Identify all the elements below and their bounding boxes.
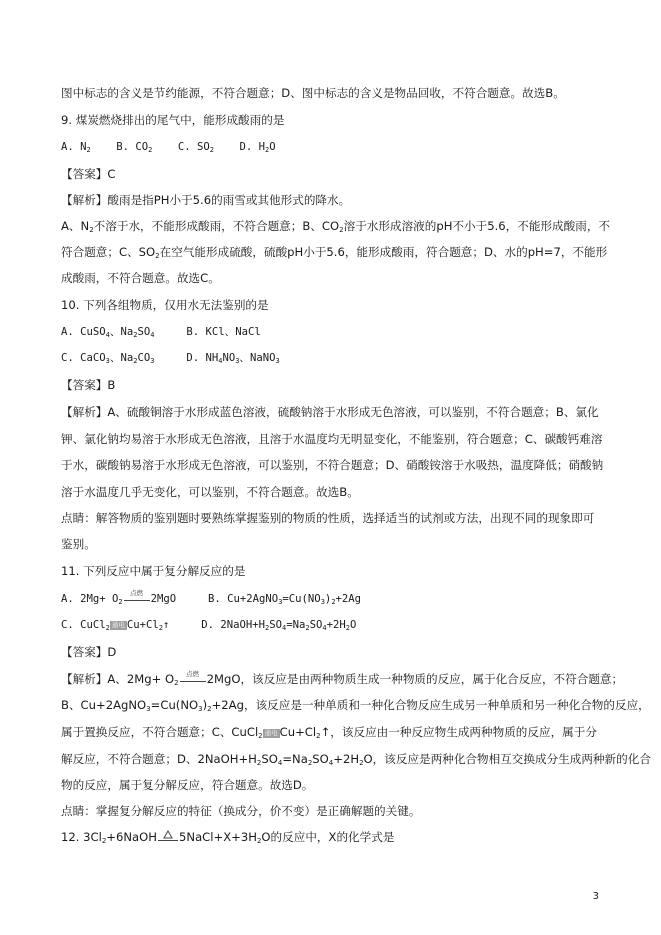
explanation-10-line2: 钾、氯化钠均易溶于水形成无色溶液，且溶于水温度均无明显变化，不能鉴别，符合题意；C、碳酸钙难溶 <box>61 432 603 446</box>
question-9: 9. 煤炭燃烧排出的尾气中，能形成酸雨的是 <box>61 113 285 127</box>
answer-10: 【答案】B <box>61 378 116 392</box>
q11-options-ab: A. $2Mg+ O_2$ 点燃 2MgO B. $Cu+2AgNO_3=Cu(NO_3)_2+2Ag$ <box>61 589 362 606</box>
explanation-9-line3: 符合题意；C、$SO_2$在空气能形成硫酸，硫酸pH小于5.6，能形成酸雨，符合题意；D、水的pH=7，不能形 <box>61 245 608 260</box>
explanation-11-line3: 属于置换反应，不符合题意；C、CuCl$_2$ 通电 $Cu+Cl_2↑$，该反应由一种反应物生成两种物质的反应，属于分 <box>61 725 597 740</box>
explanation-10-line4: 溶于水温度几乎无变化，可以鉴别，不符合题意。故选B。 <box>61 485 359 499</box>
explanation-11-line5: 物的反应，属于复分解反应，符合题意。故选D。 <box>61 778 314 792</box>
text-line: 图中标志的含义是节约能源，不符合题意；D、图中标志的含义是物品回收，不符合题意。故选B。 <box>61 86 565 100</box>
ignite-condition-icon: 点燃 <box>123 590 151 604</box>
explanation-10-line3: 于水，碳酸钠易溶于水形成无色溶液，可以鉴别，不符合题意；D、硝酸铵溶于水吸热，温度降低；硝酸钠 <box>61 458 604 472</box>
explanation-9: 【解析】酸雨是指PH小于5.6的雨雪或其他形式的降水。 <box>61 193 351 207</box>
explanation-11-line4: 解反应，不符合题意；D、$2NaOH+H_2SO_4=Na_2SO_4+2H_2O$，该反应是两种化合物相互交换成分生成两种新的化合 <box>61 752 651 767</box>
electrolysis-condition-icon: 通电 <box>111 621 125 629</box>
question-10: 10. 下列各组物质，仅用水无法鉴别的是 <box>61 298 269 312</box>
question-12: 12. $3Cl_2+6NaOH$ $5NaCl+X+3H_2O$的反应中，X的化学式是 <box>61 830 395 845</box>
heat-condition-icon <box>157 829 179 843</box>
tip-10-line1: 点睛：解答物质的鉴别题时要熟练掌握鉴别的物质的性质，选择适当的试剂或方法，出现不同的现象即可 <box>61 511 595 525</box>
q9-options: A. $N_2$ B. $CO_2$ C. $SO_2$ D. $H_2O$ <box>61 141 276 154</box>
q10-options-cd: C. CaCO$_3$、$Na_2CO_3$ D. $NH_4NO_3$、NaNO$_3$ <box>61 352 280 365</box>
ignite-condition-icon: 点燃 <box>179 671 207 685</box>
electrolysis-condition-icon: 通电 <box>264 729 278 737</box>
tip-11: 点睛：掌握复分解反应的特征（换成分，价不变）是正确解题的关键。 <box>61 804 421 818</box>
explanation-10-line1: 【解析】A、硫酸铜溶于水形成蓝色溶液，硫酸钠溶于水形成无色溶液，可以鉴别，不符合题意；B、氯化 <box>61 405 599 419</box>
q10-options-ab: A. CuSO$_4$、$Na_2SO_4$ B. KCl、NaCl <box>61 326 261 339</box>
tip-10-line2: 鉴别。 <box>61 537 96 551</box>
explanation-9-line4: 成酸雨，不符合题意。故选C。 <box>61 271 220 285</box>
page-number: 3 <box>592 891 599 902</box>
explanation-9-line2: A、$N_2$不溶于水，不能形成酸雨，不符合题意；B、$CO_2$溶于水形成溶液的pH不小于5.6，不能形成酸雨，不 <box>61 219 611 234</box>
explanation-11-line1: 【解析】A、$2Mg+ O_2$ 点燃 2MgO，该反应是由两种物质生成一种物质的反应，属于化合反应，不符合题意； <box>61 670 624 687</box>
answer-9: 【答案】C <box>61 167 116 181</box>
question-11: 11. 下列反应中属于复分解反应的是 <box>61 564 246 578</box>
q11-options-cd: C. CuCl$_2$ 通电 $Cu+Cl_2↑$ D. $2NaOH+H_2SO_4=Na_2SO_4+2H_2O$ <box>61 619 357 632</box>
explanation-11-line2: B、$Cu+2AgNO_3=Cu(NO_3)_2+2Ag$，该反应是一种单质和一种化合物反应生成另一种单质和另一种化合物的反应， <box>61 698 650 713</box>
answer-11: 【答案】D <box>61 645 117 659</box>
